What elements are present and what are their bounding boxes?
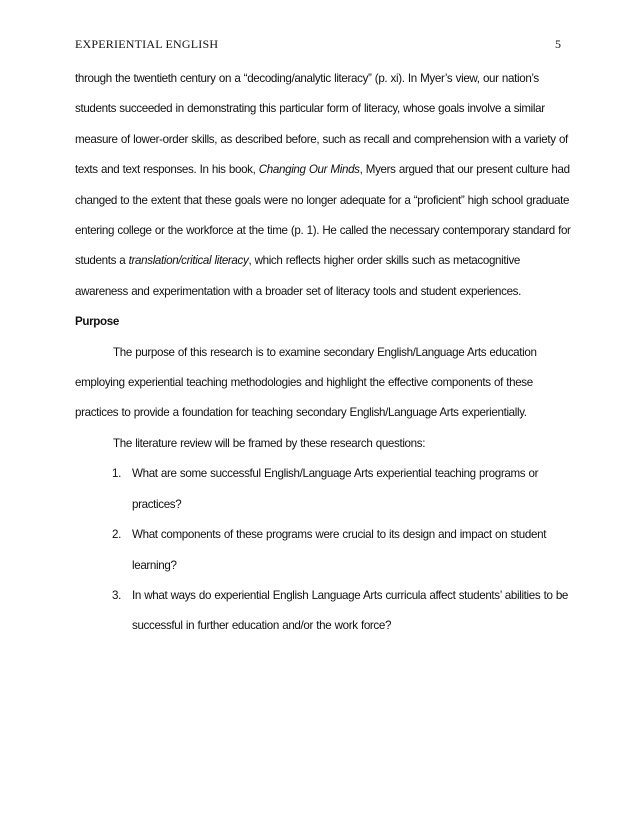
intro-text-1: through the twentieth century on a “decoding/analytic literacy” (p. xi). In Myer’s view, our nation’s students succeeded in demonstrating this particular form of literacy, whose goals involve a similar measure of lower-order skills, as described before, such as recall and comprehension with a variety of texts and text responses. In his book, [75,72,568,177]
literacy-term: translation/critical literacy [128,254,249,268]
research-questions-lead-in: The literature review will be framed by these research questions: [113,436,426,450]
page-number: 5 [555,37,561,51]
research-questions-list [75,459,573,641]
question-number: 3. [112,588,121,602]
question-text: In what ways do experiential English Language Arts curricula affect students’ abilities to be successful in further education and/or the work force? [132,588,569,633]
section-heading-purpose: Purpose [75,315,119,329]
body-text [75,64,573,642]
research-question-1 [75,459,573,520]
book-title: Changing Our Minds [258,163,360,177]
research-question-3 [75,581,573,642]
intro-text-3: , which reflects higher order skills such as metacognitive awareness and experimentation with a broader set of literacy tools and student experiences. [75,254,521,298]
intro-paragraph [75,64,573,307]
question-text: What components of these programs were crucial to its design and impact on student learning? [132,528,547,572]
running-head: EXPERIENTIAL ENGLISH [75,37,219,51]
question-text: What are some successful English/Language Arts experiential teaching programs or practices? [132,467,539,511]
research-question-2 [75,520,573,581]
question-number: 2. [112,528,121,542]
intro-text-2: , Myers argued that our present culture had changed to the extent that these goals were no longer adequate for a “proficient” high school graduate entering college or the workforce at the time (p. 1). He called the necessary contemporary standard for students a [75,163,571,268]
question-number: 1. [112,467,121,481]
purpose-paragraph: The purpose of this research is to examine secondary English/Language Arts education employing experiential teaching methodologies and highlight the effective components of these practices to provide a foundation for teaching secondary English/Language Arts experientially. [75,345,537,420]
